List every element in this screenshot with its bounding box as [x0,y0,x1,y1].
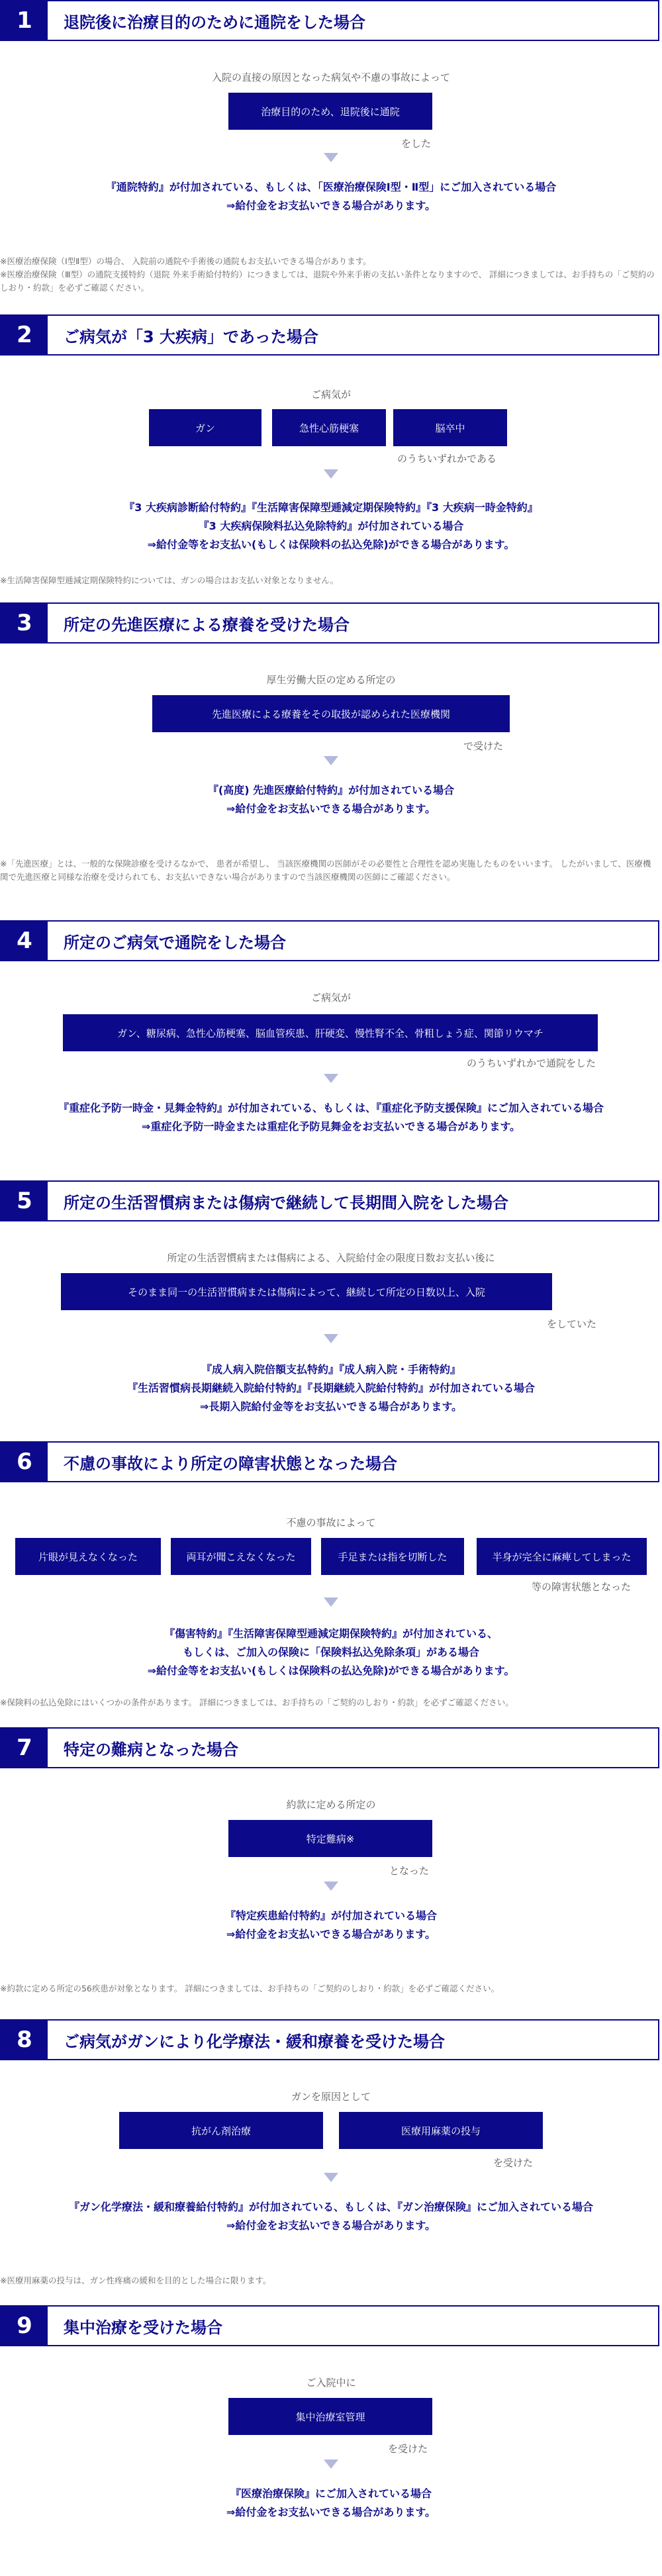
result-line: ⇒給付金をお支払いできる場合があります。 [226,2219,436,2232]
section-7 [0,1727,662,1999]
footnote: ※保険料の払込免除にはいくつかの条件があります。 詳細につきましては、お手持ちの「ご契約のしおり・約款」を必ずご確認ください。 [0,1697,514,1707]
section-number: 2 [1,316,48,354]
condition-box: ガン [149,409,261,446]
condition-lead: 入院の直接の原因となった病気や不慮の事故によって [211,72,450,83]
condition-lead: 不慮の事故によって [286,1517,376,1529]
condition-box: 集中治療室管理 [228,2398,432,2435]
result-line: 『3 大疾病診断給付特約』『生活障害保障型逓減定期保険特約』『3 大疾病一時金特約』 [124,501,538,514]
section-header [0,602,659,644]
condition-trail: のうちいずれかで通院をした [467,1057,596,1069]
result-line: ⇒給付金等をお支払い(もしくは保険料の払込免除)ができる場合があります。 [147,538,515,551]
footnote: ※医療治療保険（Ⅰ型Ⅱ型）の場合、 入院前の通院や手術後の通院もお支払いできる場合があります。 [0,256,371,266]
section-header [0,920,659,961]
section-title: 特定の難病となった場合 [64,1740,238,1759]
down-arrow-icon [324,1598,338,1607]
condition-box: 特定難病※ [228,1820,432,1857]
section-3 [0,602,662,907]
section-number: 1 [1,1,48,40]
down-arrow-icon [324,1074,338,1083]
condition-box: ガン、糖尿病、急性心筋梗塞、脳血管疾患、肝硬変、慢性腎不全、骨粗しょう症、関節リウマチ [63,1014,598,1051]
section-title: 所定の先進医療による療養を受けた場合 [64,615,350,634]
footnote: ※医療治療保険（Ⅲ型）の通院支援特約（退院 外来手術給付特約）につきましては、退院や外来手術の支払い条件となりますので、 詳細につきましては、お手持ちの「ご契約のしおり・約款」を必ずご確認ください。 [0,269,655,293]
condition-lead: 所定の生活習慣病または傷病による、入院給付金の限度日数お支払い後に [167,1252,495,1264]
section-number: 7 [1,1729,48,1767]
section-header [0,314,659,356]
condition-box: 治療目的のため、退院後に通院 [228,93,432,130]
section-9 [0,2305,662,2576]
footnote: ※生活障害保障型逓減定期保険特約については、ガンの場合はお支払い対象となりません。 [0,575,338,585]
section-header [0,2305,659,2346]
footnote: ※医療用麻薬の投与は、ガン性疼痛の緩和を目的とした場合に限ります。 [0,2275,271,2285]
condition-box: 半身が完全に麻痺してしまった [477,1538,647,1575]
section-number: 4 [1,922,48,960]
section-number: 6 [1,1443,48,1481]
condition-lead: 約款に定める所定の [286,1799,376,1811]
section-6 [0,1441,662,1706]
section-4 [0,920,662,1165]
section-8 [0,2019,662,2297]
result-line: もしくは、ご加入の保険に「保険料払込免除条項」がある場合 [182,1646,479,1658]
section-title: 集中治療を受けた場合 [64,2318,222,2337]
condition-box: 脳卒中 [393,409,507,446]
section-5 [0,1180,662,1432]
section-header [0,2019,659,2060]
down-arrow-icon [324,2459,338,2469]
condition-box: 両耳が聞こえなくなった [171,1538,311,1575]
section-title: ご病気がガンにより化学療法・緩和療養を受けた場合 [64,2032,445,2051]
condition-box: 医療用麻薬の投与 [339,2112,543,2149]
down-arrow-icon [324,756,338,765]
condition-trail: で受けた [463,740,504,752]
condition-trail: をしていた [547,1318,597,1330]
condition-lead: ご病気が [310,992,351,1004]
section-header [0,1180,659,1221]
result-line: ⇒給付金をお支払いできる場合があります。 [226,1928,436,1940]
down-arrow-icon [324,1882,338,1891]
down-arrow-icon [324,2173,338,2182]
result-line: 『医療治療保険』にご加入されている場合 [230,2487,432,2500]
result-line: ⇒長期入院給付金等をお支払いできる場合があります。 [199,1400,463,1413]
condition-box: そのまま同一の生活習慣病または傷病によって、継続して所定の日数以上、入院 [61,1273,552,1310]
result-line: ⇒給付金をお支払いできる場合があります。 [226,199,436,212]
condition-box: 手足または指を切断した [321,1538,464,1575]
condition-box: 片眼が見えなくなった [15,1538,161,1575]
condition-lead: ガンを原因として [291,2091,371,2103]
condition-trail: をした [401,138,432,150]
section-number: 5 [1,1182,48,1220]
condition-trail: 等の障害状態となった [532,1581,632,1593]
section-header [0,1727,659,1768]
result-line: 『3 大疾病保険料払込免除特約』が付加されている場合 [198,520,464,532]
section-2 [0,314,662,599]
result-line: ⇒重症化予防一時金または重症化予防見舞金をお支払いできる場合があります。 [141,1120,521,1133]
section-title: ご病気が「3 大疾病」であった場合 [64,327,318,346]
section-number: 3 [1,604,48,642]
condition-trail: のうちいずれかである [397,453,497,465]
result-line: 『傷害特約』『生活障害保障型逓減定期保険特約』が付加されている、 [164,1627,498,1640]
condition-trail: を受けた [388,2443,428,2455]
result-line: 『生活習慣病長期継続入院給付特約』『長期継続入院給付特約』が付加されている場合 [126,1382,535,1394]
condition-trail: を受けた [493,2157,534,2169]
section-number: 9 [1,2307,48,2345]
section-header [0,1441,659,1482]
result-line: 『ガン化学療法・緩和療養給付特約』が付加されている、もしくは、『ガン治療保険』にご加入されている場合 [68,2201,593,2213]
section-title: 退院後に治療目的のために通院をした場合 [64,13,365,32]
section-1 [0,0,662,311]
condition-lead: ご入院中に [306,2377,356,2389]
condition-box: 急性心筋梗塞 [272,409,386,446]
section-title: 所定のご病気で通院をした場合 [64,933,286,952]
result-line: 『通院特約』が付加されている、もしくは、「医療治療保険Ⅰ型・Ⅱ型」にご加入されている場合 [105,181,557,193]
result-line: 『特定疾患給付特約』が付加されている場合 [224,1909,437,1922]
condition-lead: ご病気が [310,389,351,401]
section-number: 8 [1,2021,48,2059]
result-line: 『重症化予防一時金・見舞金特約』が付加されている、もしくは、『重症化予防支援保険』にご加入されている場合 [58,1102,604,1114]
condition-box: 先進医療による療養をその取扱が認められた医療機関 [152,695,510,732]
footnote: ※「先進医療」とは、一般的な保険診療を受けるなかで、 患者が希望し、 当該医療機関の医師がその必要性と合理性を認め実施したものをいいます。 したがいまして、医療機関で先進医療と同様な治療を受けられても、お支払いできない場合がありますので当該医療機関の医師にご確認ください。 [0,859,651,882]
section-title: 所定の生活習慣病または傷病で継続して長期間入院をした場合 [64,1193,508,1212]
down-arrow-icon [324,1334,338,1343]
section-title: 不慮の事故により所定の障害状態となった場合 [64,1454,397,1473]
result-line: ⇒給付金をお支払いできる場合があります。 [226,802,436,815]
down-arrow-icon [324,153,338,162]
result-line: ⇒給付金等をお支払い(もしくは保険料の払込免除)ができる場合があります。 [147,1664,515,1677]
footnote: ※約款に定める所定の56疾患が対象となります。 詳細につきましては、お手持ちの「ご契約のしおり・約款」を必ずご確認ください。 [0,1983,500,1993]
result-line: 『(高度) 先進医療給付特約』が付加されている場合 [207,784,455,796]
condition-lead: 厚生労働大臣の定める所定の [266,674,396,686]
condition-box: 抗がん剤治療 [119,2112,323,2149]
down-arrow-icon [324,469,338,479]
result-line: 『成人病入院倍額支払特約』『成人病入院・手術特約』 [201,1363,461,1376]
condition-trail: となった [389,1865,430,1877]
result-line: ⇒給付金をお支払いできる場合があります。 [226,2506,436,2518]
section-header [0,0,659,41]
